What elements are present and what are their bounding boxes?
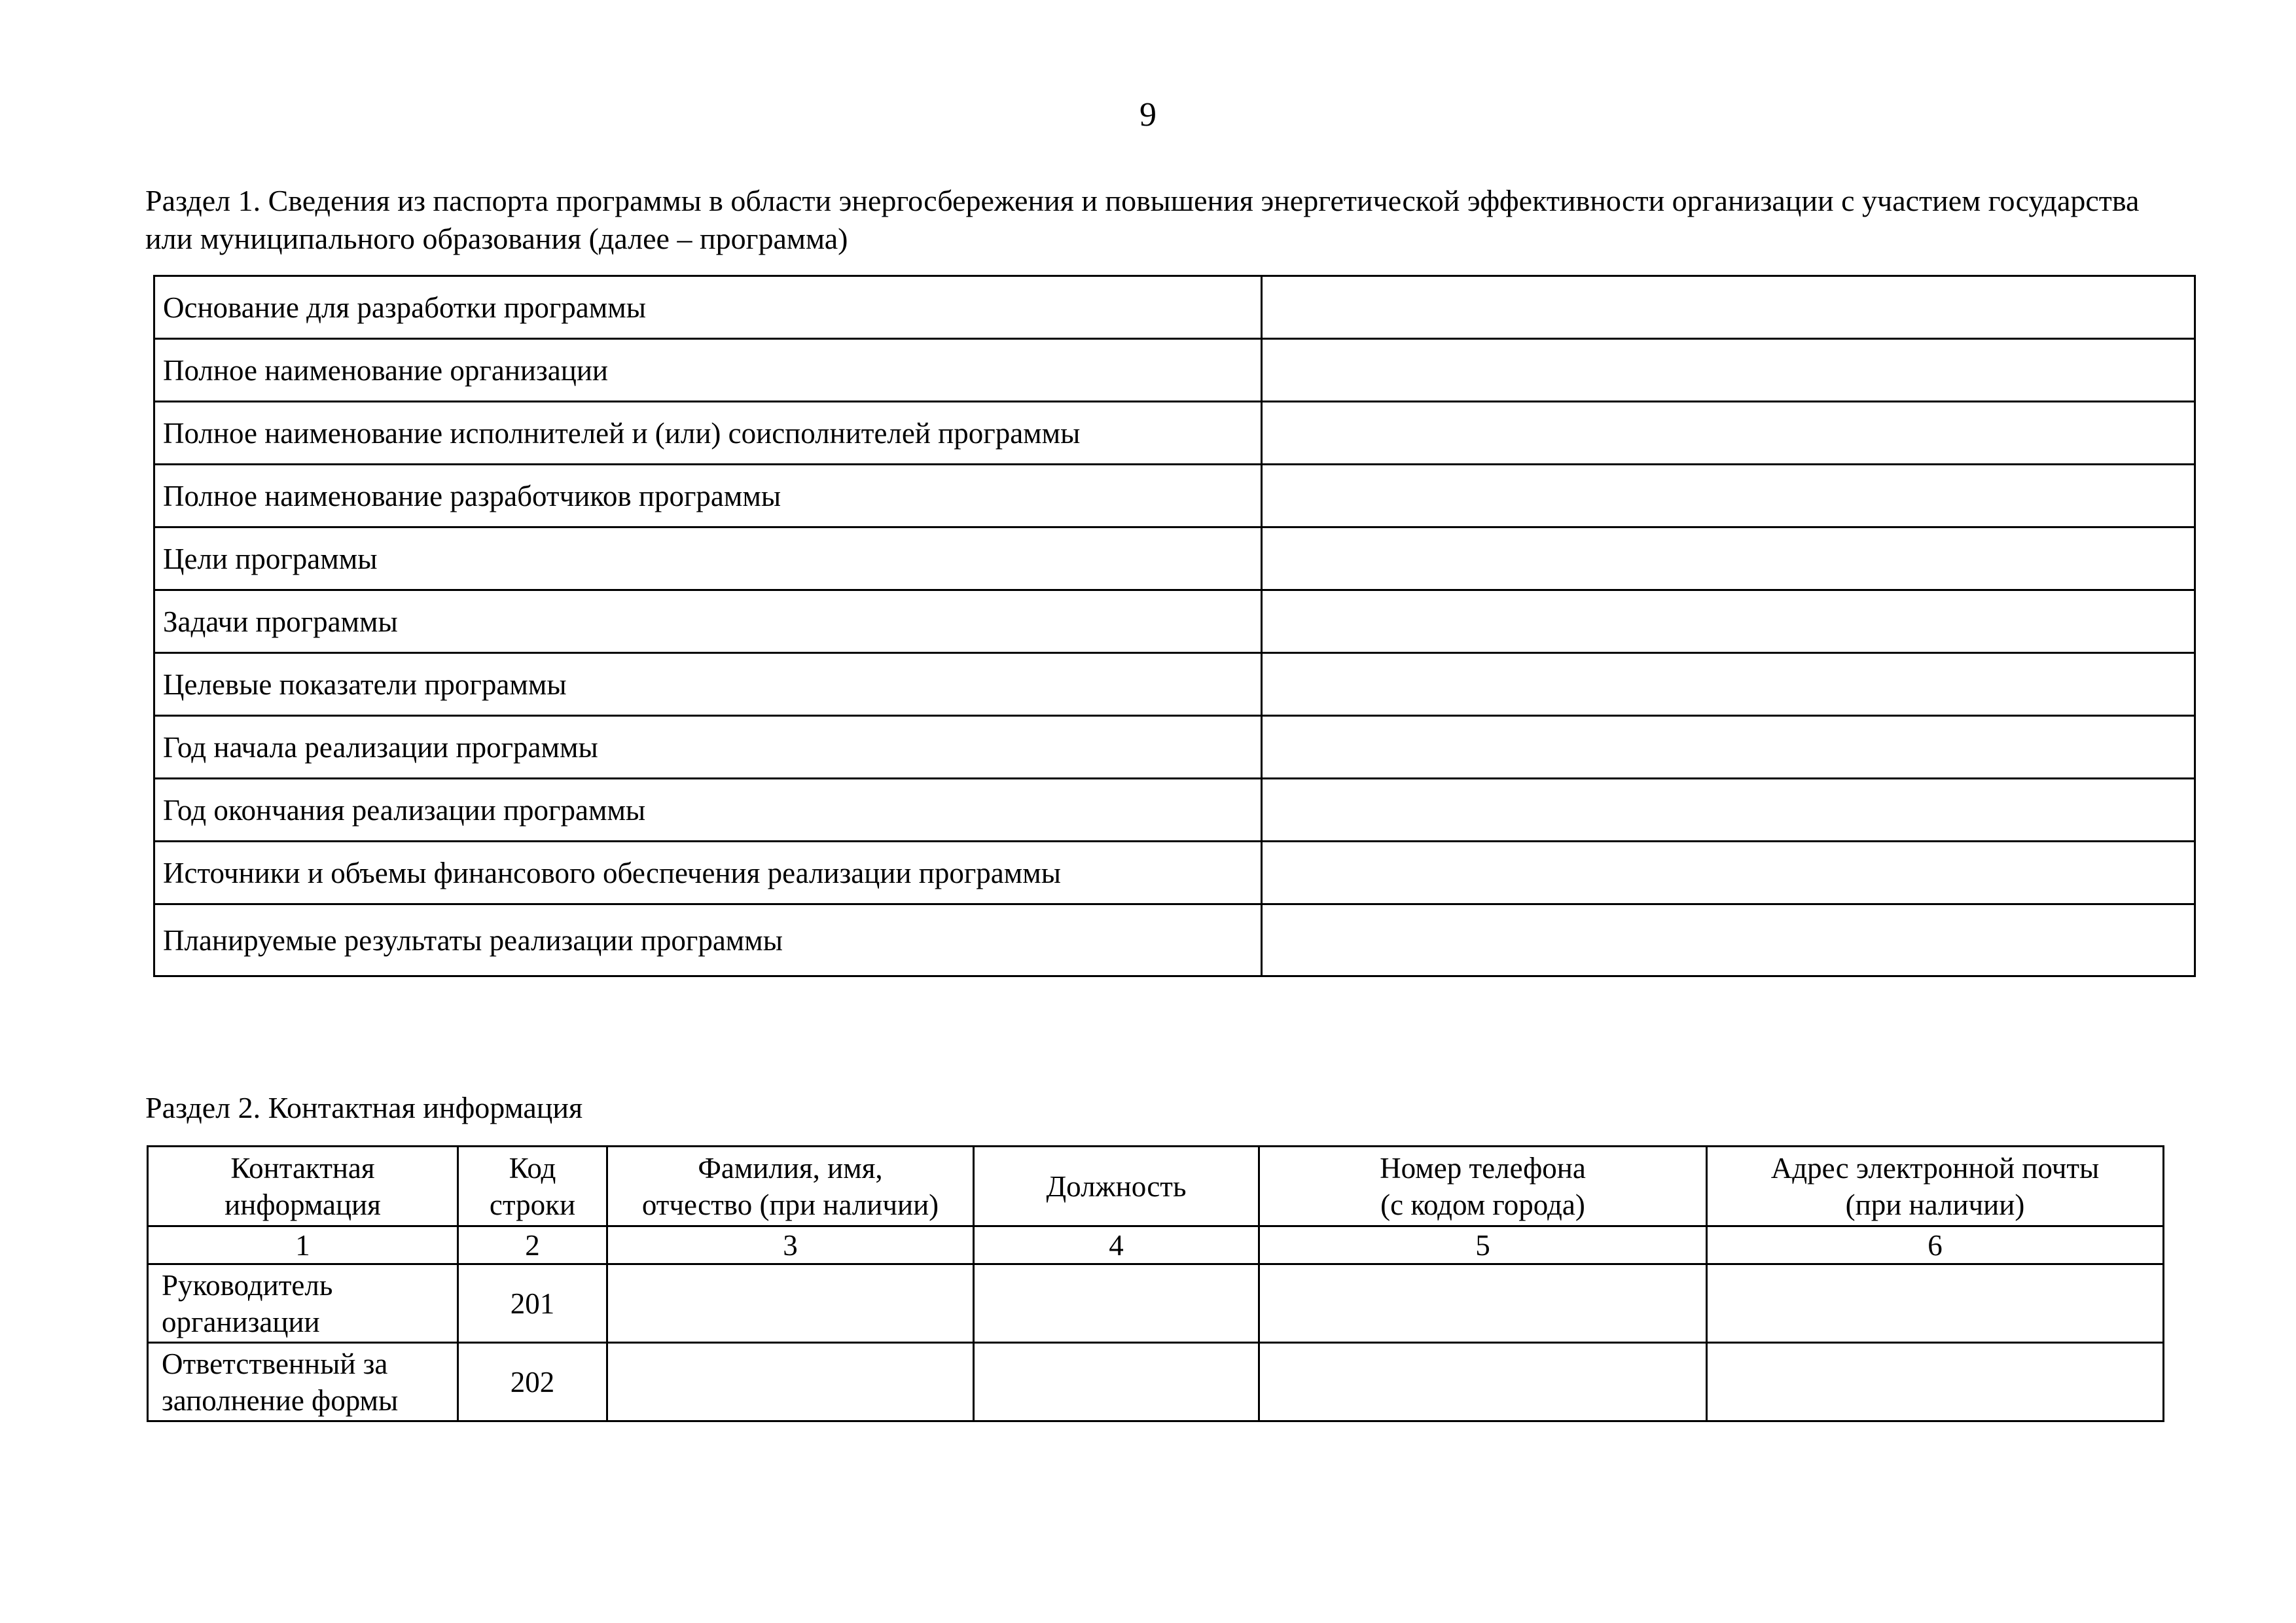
table-row [148,1343,2164,1421]
column-number: 6 [1707,1226,2164,1264]
table-row [148,1264,2164,1343]
row-label: Планируемые результаты реализации программы [154,904,1262,976]
row-value-field[interactable] [1262,465,2195,527]
row-code: 201 [458,1264,607,1343]
header-row [148,1147,2164,1226]
column-header-email: Адрес электронной почты (при наличии) [1707,1147,2164,1226]
row-value-field[interactable] [1262,276,2195,339]
table-row [154,590,2195,653]
email-field[interactable] [1707,1343,2164,1421]
full-name-field[interactable] [607,1264,974,1343]
phone-field[interactable] [1259,1343,1707,1421]
column-number: 5 [1259,1226,1707,1264]
row-label: Источники и объемы финансового обеспечения реализации программы [154,842,1262,904]
row-label: Цели программы [154,527,1262,590]
row-value-field[interactable] [1262,716,2195,779]
table-row [154,276,2195,339]
program-passport-table [153,275,2196,977]
column-number: 3 [607,1226,974,1264]
row-value-field[interactable] [1262,590,2195,653]
row-label: Полное наименование исполнителей и (или) соисполнителей программы [154,402,1262,465]
row-label: Задачи программы [154,590,1262,653]
row-label: Полное наименование организации [154,339,1262,402]
row-label: Год окончания реализации программы [154,779,1262,842]
column-header-phone: Номер телефона (с кодом города) [1259,1147,1707,1226]
table-row [154,904,2195,976]
column-number: 1 [148,1226,458,1264]
table-row [154,339,2195,402]
row-label: Основание для разработки программы [154,276,1262,339]
table-row [154,527,2195,590]
column-header-full-name: Фамилия, имя, отчество (при наличии) [607,1147,974,1226]
email-field[interactable] [1707,1264,2164,1343]
row-value-field[interactable] [1262,842,2195,904]
table-row [154,402,2195,465]
column-number-row [148,1226,2164,1264]
row-label: Полное наименование разработчиков программы [154,465,1262,527]
column-number: 2 [458,1226,607,1264]
column-header-position: Должность [974,1147,1259,1226]
column-header-contact: Контактная информация [148,1147,458,1226]
contact-role: Руководитель организации [148,1264,458,1343]
contact-info-table [147,1145,2164,1422]
row-value-field[interactable] [1262,339,2195,402]
column-number: 4 [974,1226,1259,1264]
table-row [154,716,2195,779]
row-code: 202 [458,1343,607,1421]
full-name-field[interactable] [607,1343,974,1421]
position-field[interactable] [974,1343,1259,1421]
phone-field[interactable] [1259,1264,1707,1343]
column-header-code: Код строки [458,1147,607,1226]
position-field[interactable] [974,1264,1259,1343]
table-row [154,842,2195,904]
row-value-field[interactable] [1262,402,2195,465]
page-number: 9 [1139,96,1157,134]
table-row [154,465,2195,527]
row-value-field[interactable] [1262,779,2195,842]
row-label: Год начала реализации программы [154,716,1262,779]
table-row [154,653,2195,716]
row-value-field[interactable] [1262,904,2195,976]
section2-title: Раздел 2. Контактная информация [145,1091,583,1124]
section1-title: Раздел 1. Сведения из паспорта программы в области энергосбережения и повышения энергетической эффективности организации с участием государства или муниципального образования (далее – программа) [145,184,2140,255]
contact-role: Ответственный за заполнение формы [148,1343,458,1421]
row-value-field[interactable] [1262,527,2195,590]
table-row [154,779,2195,842]
row-label: Целевые показатели программы [154,653,1262,716]
row-value-field[interactable] [1262,653,2195,716]
